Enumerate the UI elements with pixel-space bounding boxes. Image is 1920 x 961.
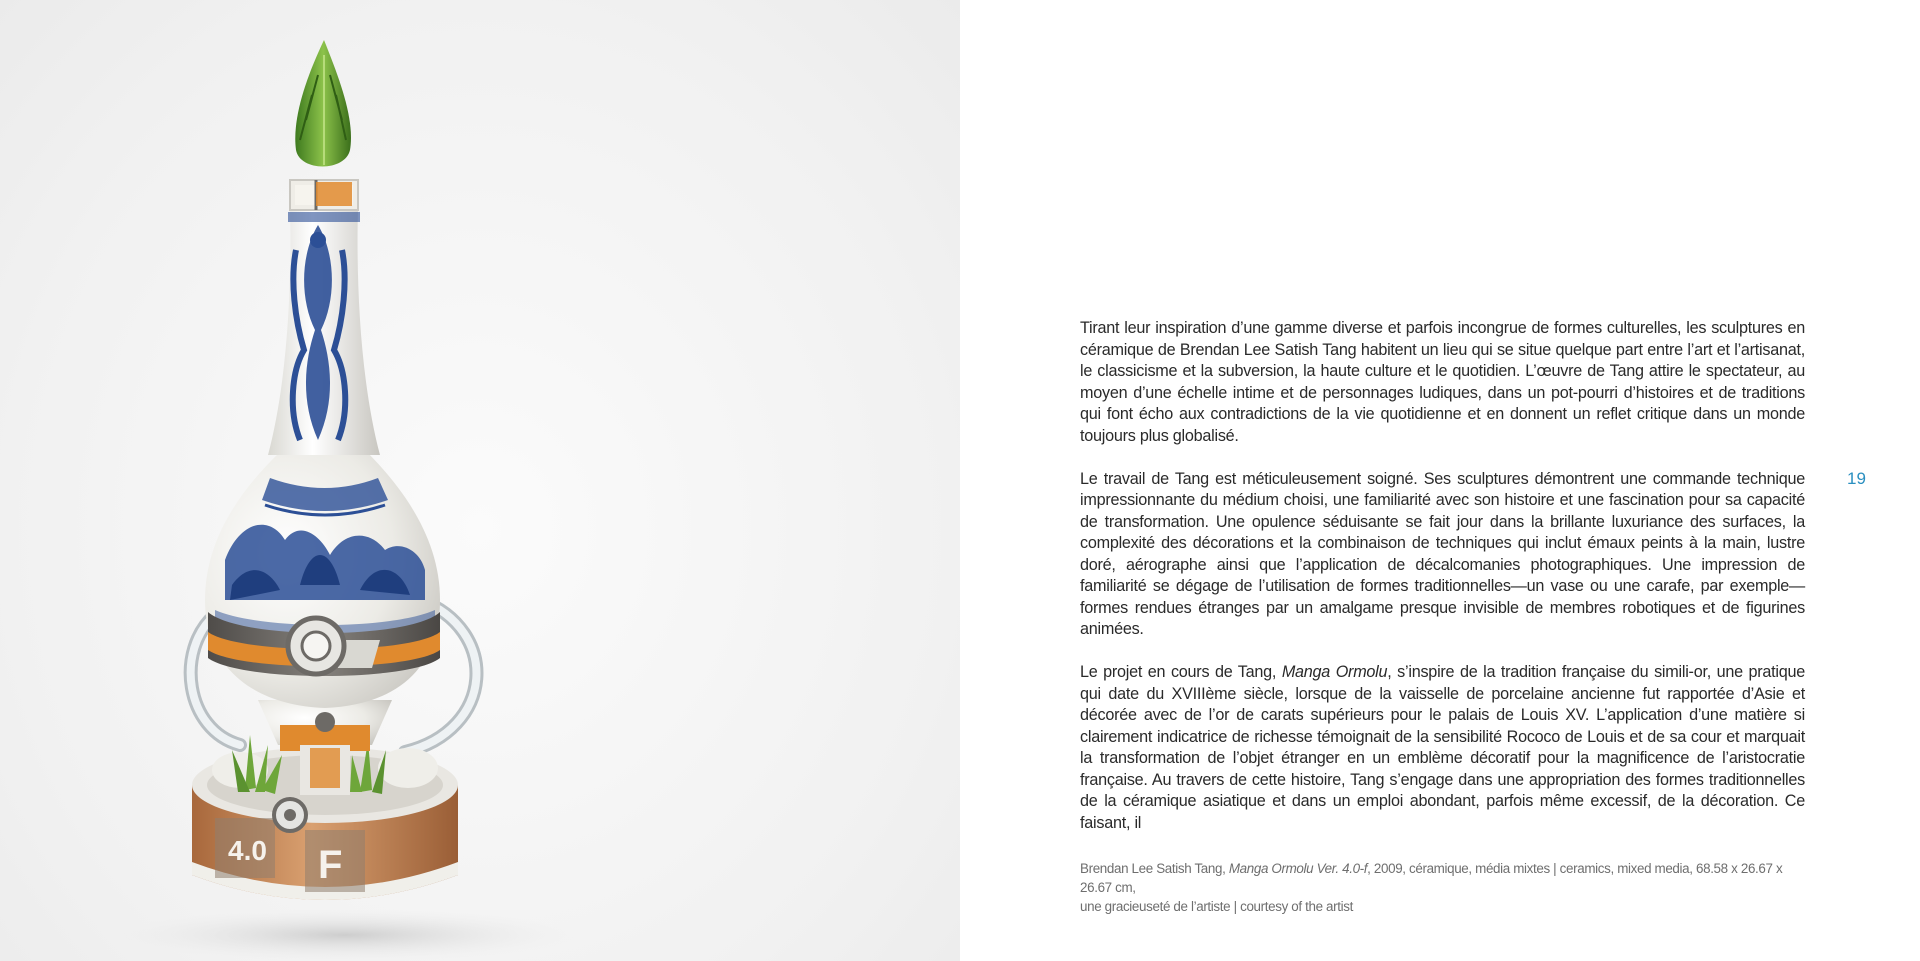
page-number: 19: [1847, 469, 1866, 488]
base-label-right: F: [318, 843, 343, 887]
base-label-left: 4.0: [228, 835, 267, 866]
floor-shadow: [115, 909, 575, 961]
paragraph-3-project-title: Manga Ormolu: [1281, 663, 1388, 681]
leaf-finial: [295, 40, 351, 167]
paragraph-2: Le travail de Tang est méticuleusement soigné. Ses sculptures démontrent une commande technique impressionnante du médium choisi, une familiarité avec son histoire et une fascination pour sa capacité de transformation. Une opulence séduisante se fait jour dans la brillante luxuriance des surfaces, la complexité des décorations et la combinaison de techniques qui inclut émaux peints à la main, lustre doré, aérographe ainsi que l’application de décalcomanies photographiques. Une impression de familiarité se dégage de l’utilisation de formes traditionnelles—un vase ou une carafe, par exemple—formes rendues étranges par un amalgame presque invisible de membres robotiques et de figurines animées.: [1080, 469, 1805, 638]
paragraph-3-rest: , s’inspire de la tradition française du simili-or, une pratique qui date du XVIIIème siècle, lorsque de la vaisselle de porcelaine ancienne fut rapportée d’Asie et décorée avec de l’or de carats supérieurs pour le palais de Louis XV. L’application d’une matière si clairement indicatrice de richesse témoignait de la sensibilité Rococo de Louis et de sa cour et marquait la transformation de l’objet étranger en un emblème décoratif pour la magnificence de l’aristocratie française. Au travers de cette histoire, Tang s’engage dans une appropriation des formes traditionnelles de la céramique asiatique et dans un emploi abondant, parfois même excessif, de la décoration. Ce faisant, il: [1080, 663, 1805, 832]
paragraph-3: [1080, 662, 1805, 834]
caption-artist: Brendan Lee Satish Tang,: [1080, 861, 1229, 876]
photo-caption: [1080, 859, 1810, 916]
vase-neck: [268, 208, 380, 455]
text-page: [960, 0, 1920, 961]
caption-credit: une gracieuseté de l’artiste | courtesy of the artist: [1080, 899, 1353, 914]
caption-details: , 2009, céramique, média mixtes | ceramics, mixed media, 68.58 x 26.67 x 26.67 cm,: [1080, 861, 1783, 895]
vase-body: [205, 450, 440, 708]
caption-work-title: Manga Ormolu Ver. 4.0-f: [1228, 861, 1368, 876]
vase-rim: [290, 180, 358, 210]
paragraph-1: Tirant leur inspiration d’une gamme diverse et parfois incongrue de formes culturelles, les sculptures en céramique de Brendan Lee Satish Tang habitent un lieu qui se situe quelque part entre l’art et l’artisanat, le classicisme et la subversion, la haute culture et le quotidien. L’œuvre de Tang attire le spectateur, au moyen d’une échelle intime et de personnages ludiques, dans un pot-pourri d’histoires et de traditions qui font écho aux contradictions de la vie quotidienne et en donnent un reflet critique dans un monde toujours plus globalisé.: [1080, 319, 1805, 445]
article-body: [1080, 318, 1805, 834]
paragraph-3-intro: Le projet en cours de Tang,: [1080, 663, 1282, 681]
